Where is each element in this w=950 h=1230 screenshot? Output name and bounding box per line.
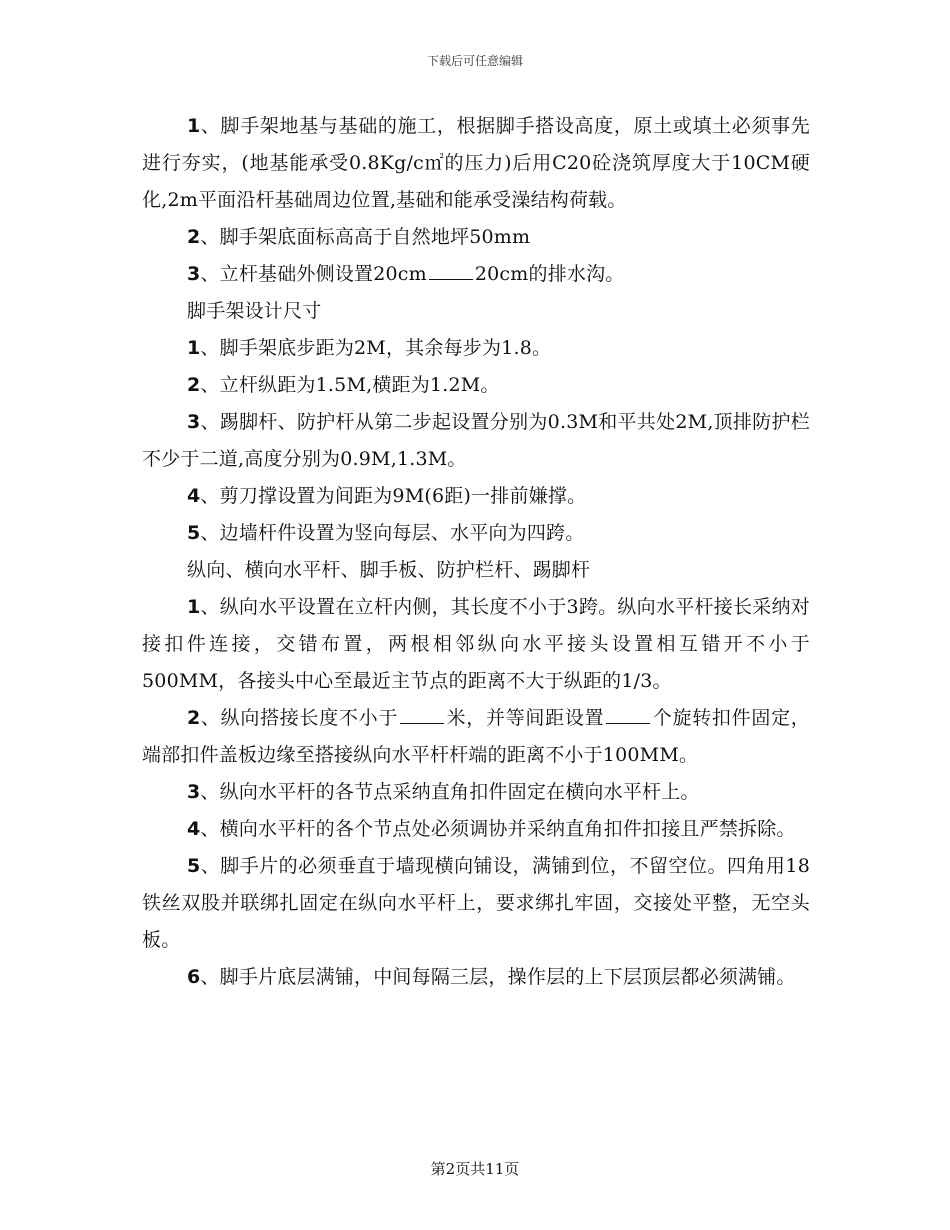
paragraph-text: 、脚手架底面标高高于自然地坪50mm <box>200 226 531 248</box>
paragraph-text: 、脚手架地基与基础的施工，根据脚手搭设高度，原土或填土必须事先进行夯实，(地基能承受0.8Kg/c㎡的压力)后用C20砼浇筑厚度大于10CM硬化,2m平面沿杆基础周边位置,基础和能承受澡结构荷载。 <box>142 115 810 211</box>
item-number: 4 <box>187 818 201 840</box>
item-number: 2 <box>187 374 201 396</box>
paragraph-text: 、立杆纵距为1.5M,横距为1.2M。 <box>200 374 500 396</box>
paragraph-text: 20cm的排水沟。 <box>474 263 625 285</box>
item-number: 1 <box>187 337 201 359</box>
item-number: 6 <box>187 966 201 988</box>
paragraph-text: 、纵向搭接长度不小于 <box>200 707 399 729</box>
paragraph-text: 、立杆基础外侧设置20cm <box>200 263 427 285</box>
paragraph-text: 、脚手片的必须垂直于墙现横向铺设，满铺到位，不留空位。四角用18铁丝双股并联绑扎固定在纵向水平杆上，要求绑扎牢固，交接处平整，无空头板。 <box>142 855 810 951</box>
paragraph-text: 、横向水平杆的各个节点处必须调协并采纳直角扣件扣接且严禁拆除。 <box>200 818 796 840</box>
paragraph <box>142 811 810 848</box>
paragraph <box>142 330 810 367</box>
paragraph <box>142 108 810 219</box>
fill-blank <box>429 278 473 280</box>
paragraph <box>142 219 810 256</box>
item-number: 2 <box>187 707 201 729</box>
item-number: 1 <box>187 596 201 618</box>
page-footer: 第2页共11页 <box>430 1160 520 1178</box>
paragraph <box>142 700 810 774</box>
paragraph-text: 个旋转扣件固定，端部扣件盖板边缘至搭接纵向水平杆杆端的距离不小于100MM。 <box>142 707 810 766</box>
paragraph <box>142 959 810 996</box>
item-number: 3 <box>187 411 201 433</box>
paragraph <box>142 774 810 811</box>
paragraph <box>142 848 810 959</box>
section-heading <box>142 293 810 330</box>
item-number: 1 <box>187 115 201 137</box>
paragraph <box>142 589 810 700</box>
page-header: 下载后可任意编辑 <box>426 54 523 68</box>
heading-text: 纵向、横向水平杆、脚手板、防护栏杆、踢脚杆 <box>187 559 591 581</box>
item-number: 3 <box>187 263 201 285</box>
section-heading <box>142 552 810 589</box>
item-number: 2 <box>187 226 201 248</box>
document-body <box>142 108 810 996</box>
heading-text: 脚手架设计尺寸 <box>187 300 322 322</box>
paragraph <box>142 478 810 515</box>
paragraph-text: 米，并等间距设置 <box>446 707 605 729</box>
paragraph <box>142 404 810 478</box>
paragraph-text: 、脚手片底层满铺，中间每隔三层，操作层的上下层顶层都必须满铺。 <box>200 966 796 988</box>
paragraph <box>142 256 810 293</box>
item-number: 3 <box>187 781 201 803</box>
fill-blank <box>400 722 444 724</box>
fill-blank <box>606 722 650 724</box>
paragraph-text: 、脚手架底步距为2M，其余每步为1.8。 <box>200 337 552 359</box>
paragraph-text: 、剪刀撑设置为间距为9M(6距)一排前嫌撑。 <box>200 485 587 507</box>
item-number: 4 <box>187 485 201 507</box>
item-number: 5 <box>187 855 201 877</box>
paragraph-text: 、踢脚杆、防护杆从第二步起设置分别为0.3M和平共处2M,顶排防护栏不少于二道,高度分别为0.9M,1.3M。 <box>142 411 810 470</box>
paragraph-text: 、纵向水平杆的各节点采纳直角扣件固定在横向水平杆上。 <box>200 781 700 803</box>
paragraph <box>142 367 810 404</box>
paragraph-text: 、纵向水平设置在立杆内侧，其长度不小于3跨。纵向水平杆接长采纳对接扣件连接，交错布置，两根相邻纵向水平接头设置相互错开不小于500MM，各接头中心至最近主节点的距离不大于纵距的1/3。 <box>142 596 810 692</box>
item-number: 5 <box>187 522 201 544</box>
paragraph <box>142 515 810 552</box>
paragraph-text: 、边墙杆件设置为竖向每层、水平向为四跨。 <box>200 522 585 544</box>
